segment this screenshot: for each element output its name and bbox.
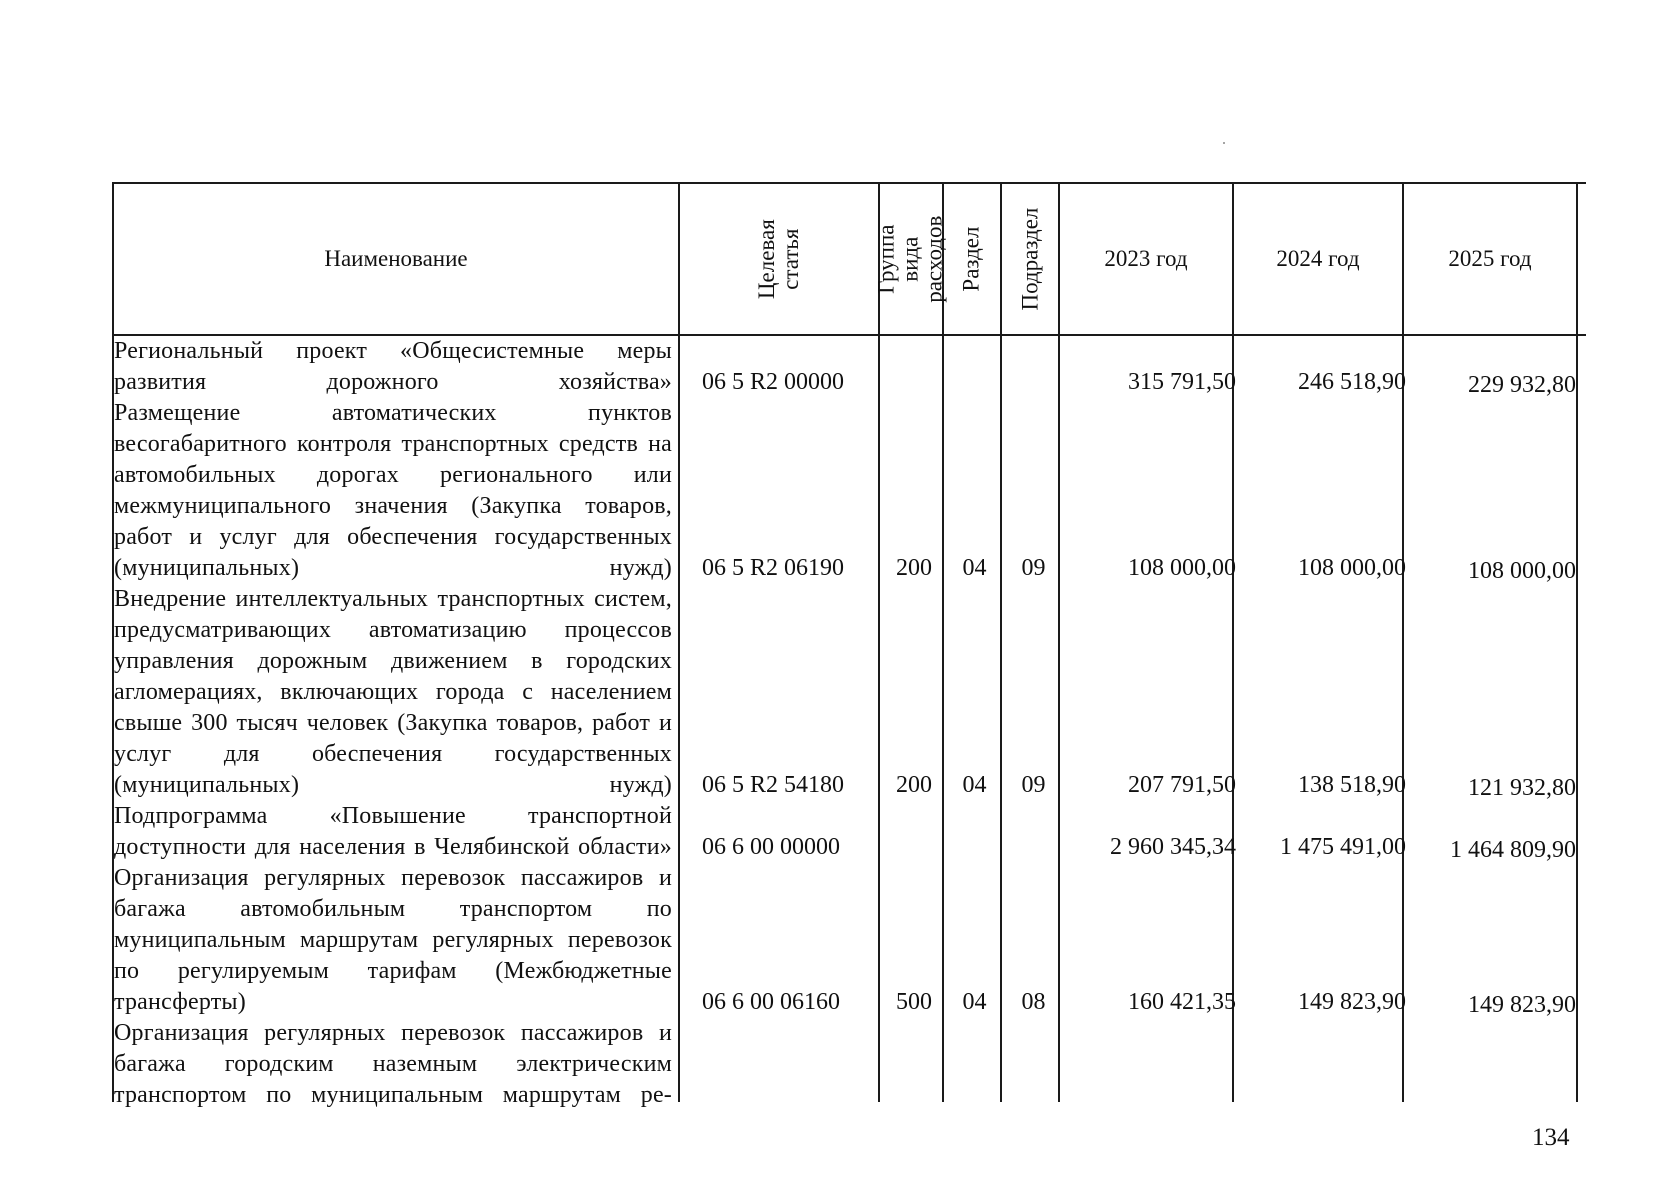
row-section: 04 — [962, 555, 987, 581]
row-2025: 1 464 809,90 — [1450, 837, 1576, 863]
row-group: 200 — [896, 555, 932, 581]
row-2025: 149 823,90 — [1468, 992, 1576, 1018]
row-name: Подпрограмма «Повышение транспортной доступности для населения в Челябинской области» — [114, 803, 672, 860]
header-2023-text: 2023 год — [1104, 246, 1188, 272]
budget-table — [112, 182, 1586, 1108]
row-name: Внедрение интеллектуальных транспортных систем, предусматривающих автоматизацию процессов управления дорожным движением в городских агломерациях, включающих города с населением свыше 300 тысяч человек (Закупка товаров, работ и услуг для обеспечения государственных (муниципальных) нужд) — [114, 586, 672, 798]
row-name: Региональный проект «Общесистемные меры развития дорожного хозяйства» — [114, 338, 672, 395]
row-2025: 121 932,80 — [1468, 775, 1576, 801]
row-code: 06 5 R2 00000 — [702, 369, 845, 395]
row-section: 04 — [962, 989, 987, 1015]
row-group: 500 — [896, 989, 932, 1015]
row-name: Размещение автоматических пунктов весогабаритного контроля транспортных средств на автомобильных дорогах регионального или межмуниципального значения (Закупка товаров, работ и услуг для обеспечения государственных (муниципальных) нужд) — [114, 400, 672, 581]
header-expense-group-text: Группа вида расходов — [873, 215, 948, 303]
header-subsection-text: Подраздел — [1016, 207, 1042, 311]
row-2024: 149 823,90 — [1298, 989, 1406, 1015]
header-2025-text: 2025 год — [1448, 246, 1532, 272]
row-2024: 108 000,00 — [1298, 555, 1406, 581]
row-2025: 108 000,00 — [1468, 558, 1576, 584]
header-name — [114, 184, 678, 334]
row-subsection: 09 — [1021, 555, 1046, 581]
header-section-text: Раздел — [958, 226, 984, 292]
row-group: 200 — [896, 772, 932, 798]
row-code: 06 6 00 00000 — [702, 834, 840, 860]
row-section: 04 — [962, 772, 987, 798]
row-subsection: 09 — [1021, 772, 1046, 798]
row-2023: 160 421,35 — [1128, 989, 1236, 1015]
page-number: 134 — [1532, 1124, 1570, 1151]
header-section — [944, 184, 1000, 334]
header-expense-group — [873, 184, 948, 334]
header-2024 — [1234, 184, 1402, 334]
row-name: Организация регулярных перевозок пассажиров и багажа автомобильным транспортом по муниципальным маршрутам регулярных перевозок по регулируемым тарифам (Межбюджетные трансферты) — [114, 865, 672, 1015]
row-2023: 315 791,50 — [1128, 369, 1236, 395]
header-2024-text: 2024 год — [1276, 246, 1360, 272]
row-2023: 108 000,00 — [1128, 555, 1236, 581]
header-target-article-text: Целевая статья — [753, 219, 803, 299]
row-2023: 207 791,50 — [1128, 772, 1236, 798]
row-code: 06 5 R2 06190 — [702, 555, 845, 581]
row-subsection: 08 — [1021, 989, 1046, 1015]
row-name: Организация регулярных перевозок пассажиров и багажа городским наземным электрическим транспортом по муниципальным маршрутам ре- — [114, 1020, 672, 1108]
header-subsection — [1002, 184, 1058, 334]
row-code: 06 5 R2 54180 — [702, 772, 845, 798]
header-2023 — [1060, 184, 1232, 334]
row-2023: 2 960 345,34 — [1110, 834, 1236, 860]
row-2024: 1 475 491,00 — [1280, 834, 1406, 860]
row-2024: 246 518,90 — [1298, 369, 1406, 395]
row-code: 06 6 00 06160 — [702, 989, 840, 1015]
header-2025 — [1404, 184, 1576, 334]
header-target-article — [680, 184, 878, 334]
header-name-text: Наименование — [324, 246, 468, 272]
row-2024: 138 518,90 — [1298, 772, 1406, 798]
scan-speck — [1223, 142, 1225, 144]
row-2025: 229 932,80 — [1468, 372, 1576, 398]
col-border-right — [1576, 182, 1578, 1102]
